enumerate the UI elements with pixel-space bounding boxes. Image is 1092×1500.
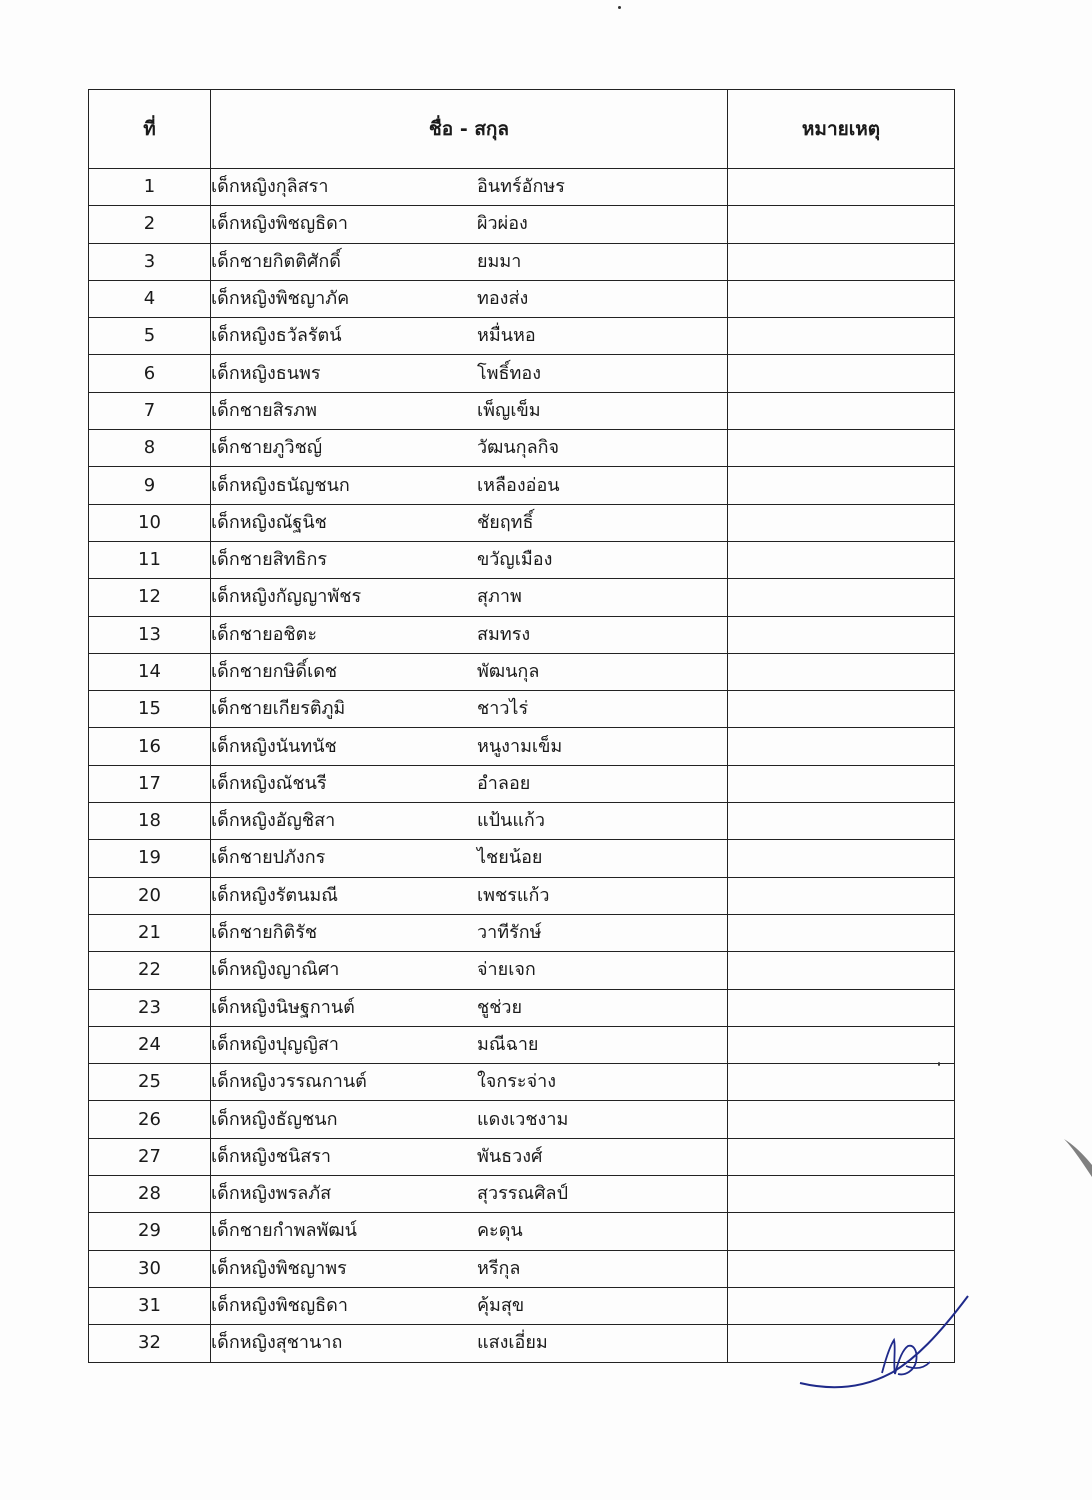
row-note [728, 1026, 955, 1063]
row-note [728, 280, 955, 317]
row-note [728, 467, 955, 504]
row-note [728, 430, 955, 467]
student-first-name: เด็กหญิงชนิสรา [211, 1145, 332, 1167]
table-row [89, 1138, 955, 1175]
student-last-name: ขวัญเมือง [477, 549, 553, 571]
student-last-name: แสงเอี่ยม [477, 1332, 548, 1354]
student-last-name: ใจกระจ่าง [477, 1071, 557, 1093]
student-first-name: เด็กชายกิติรัช [211, 922, 318, 944]
row-number: 22 [89, 952, 211, 989]
table-row [89, 616, 955, 653]
student-roster-table [88, 89, 955, 1363]
header-name: ชื่อ - สกุล [211, 90, 728, 169]
table-row [89, 355, 955, 392]
student-first-name: เด็กชายสิรภพ [211, 399, 317, 421]
row-number: 20 [89, 877, 211, 914]
student-last-name: จ่ายเจก [477, 959, 536, 981]
row-name-cell [211, 728, 728, 765]
student-first-name: เด็กหญิงธัญชนก [211, 1108, 338, 1130]
row-name-cell [211, 318, 728, 355]
row-number: 21 [89, 914, 211, 951]
student-last-name: สุภาพ [477, 586, 522, 608]
table-row [89, 653, 955, 690]
student-last-name: ผิวผ่อง [477, 213, 528, 235]
row-name-cell [211, 616, 728, 653]
row-name-cell [211, 1325, 728, 1362]
student-first-name: เด็กหญิงพิชญาพร [211, 1257, 347, 1279]
signature [798, 1288, 973, 1398]
row-name-cell [211, 765, 728, 802]
row-number: 17 [89, 765, 211, 802]
table-body [89, 169, 955, 1363]
row-name-cell [211, 1138, 728, 1175]
student-first-name: เด็กชายกษิดิ์เดช [211, 661, 338, 682]
row-name-cell [211, 541, 728, 578]
row-note [728, 765, 955, 802]
student-last-name: วัฒนกุลกิจ [477, 437, 560, 459]
student-last-name: เหลืองอ่อน [477, 474, 560, 496]
student-first-name: เด็กหญิงพิชญาภัค [211, 288, 350, 310]
student-last-name: มณีฉาย [477, 1033, 539, 1055]
student-last-name: หนูงามเข็ม [477, 735, 563, 757]
table-header-row [89, 90, 955, 169]
row-name-cell [211, 430, 728, 467]
student-last-name: เพชรแก้ว [477, 884, 550, 906]
row-number: 1 [89, 169, 211, 206]
student-first-name: เด็กหญิงนันทนัช [211, 735, 337, 757]
row-number: 3 [89, 243, 211, 280]
row-number: 13 [89, 616, 211, 653]
row-note [728, 616, 955, 653]
row-note [728, 1250, 955, 1287]
table-row [89, 1101, 955, 1138]
table-row [89, 1026, 955, 1063]
row-number: 25 [89, 1064, 211, 1101]
table-row [89, 1176, 955, 1213]
row-number: 28 [89, 1176, 211, 1213]
row-number: 12 [89, 579, 211, 616]
student-first-name: เด็กชายอชิตะ [211, 623, 317, 645]
row-note [728, 541, 955, 578]
row-name-cell [211, 1250, 728, 1287]
table-row [89, 765, 955, 802]
student-first-name: เด็กหญิงปุญญิสา [211, 1033, 339, 1055]
row-number: 18 [89, 803, 211, 840]
student-first-name: เด็กหญิงรัตนมณี [211, 884, 338, 906]
row-note [728, 952, 955, 989]
scan-edge-mark [1062, 1135, 1092, 1180]
student-first-name: เด็กชายเกียรติภูมิ [211, 698, 346, 720]
row-name-cell [211, 579, 728, 616]
table-row [89, 467, 955, 504]
student-last-name: ทองส่ง [477, 288, 529, 310]
row-name-cell [211, 355, 728, 392]
table-row [89, 728, 955, 765]
student-last-name: พัฒนกุล [477, 661, 540, 682]
table-row [89, 430, 955, 467]
row-note [728, 691, 955, 728]
student-first-name: เด็กหญิงธวัลรัตน์ [211, 325, 342, 347]
row-name-cell [211, 989, 728, 1026]
row-note [728, 392, 955, 429]
row-number: 31 [89, 1287, 211, 1324]
student-first-name: เด็กหญิงกัญญาพัชร [211, 586, 362, 608]
row-note [728, 206, 955, 243]
row-name-cell [211, 1287, 728, 1324]
row-name-cell [211, 914, 728, 951]
student-last-name: หรีกุล [477, 1257, 521, 1279]
row-note [728, 1138, 955, 1175]
student-last-name: ยมมา [477, 250, 522, 272]
student-last-name: แป้นแก้ว [477, 810, 545, 832]
row-number: 19 [89, 840, 211, 877]
row-note [728, 1101, 955, 1138]
table-row [89, 914, 955, 951]
row-number: 23 [89, 989, 211, 1026]
row-note [728, 803, 955, 840]
table-row [89, 989, 955, 1026]
row-note [728, 840, 955, 877]
row-number: 16 [89, 728, 211, 765]
row-name-cell [211, 243, 728, 280]
header-note: หมายเหตุ [728, 90, 955, 169]
student-last-name: พันธวงศ์ [477, 1145, 543, 1167]
row-note [728, 355, 955, 392]
student-last-name: หมื่นหอ [477, 325, 536, 347]
row-name-cell [211, 504, 728, 541]
student-first-name: เด็กหญิงนิษฐกานต์ [211, 996, 355, 1018]
student-first-name: เด็กหญิงวรรณกานต์ [211, 1071, 367, 1093]
row-name-cell [211, 1101, 728, 1138]
row-number: 32 [89, 1325, 211, 1362]
row-note [728, 318, 955, 355]
student-first-name: เด็กหญิงอัญชิสา [211, 810, 336, 832]
row-number: 27 [89, 1138, 211, 1175]
row-note [728, 653, 955, 690]
table-row [89, 280, 955, 317]
student-first-name: เด็กชายสิทธิกร [211, 549, 328, 571]
student-last-name: คะดุน [477, 1220, 523, 1242]
scan-dot [618, 6, 621, 9]
row-name-cell [211, 1176, 728, 1213]
table-row [89, 1213, 955, 1250]
row-note [728, 1064, 955, 1101]
student-first-name: เด็กหญิงณัชนรี [211, 772, 327, 794]
row-name-cell [211, 169, 728, 206]
table-row [89, 1064, 955, 1101]
student-first-name: เด็กหญิงกุลิสรา [211, 176, 329, 198]
row-name-cell [211, 803, 728, 840]
row-name-cell [211, 206, 728, 243]
row-number: 4 [89, 280, 211, 317]
row-number: 24 [89, 1026, 211, 1063]
student-last-name: แดงเวชงาม [477, 1108, 569, 1130]
header-number: ที่ [89, 90, 211, 169]
student-first-name: เด็กหญิงสุชานาถ [211, 1332, 343, 1354]
table-row [89, 1250, 955, 1287]
row-note [728, 1213, 955, 1250]
row-note [728, 504, 955, 541]
student-last-name: อินทร์อักษร [477, 176, 565, 198]
row-number: 26 [89, 1101, 211, 1138]
row-name-cell [211, 392, 728, 429]
row-number: 6 [89, 355, 211, 392]
table-row [89, 392, 955, 429]
row-name-cell [211, 840, 728, 877]
student-last-name: สุวรรณศิลป์ [477, 1183, 569, 1205]
row-name-cell [211, 280, 728, 317]
student-last-name: อำลอย [477, 772, 531, 794]
row-number: 11 [89, 541, 211, 578]
row-name-cell [211, 691, 728, 728]
row-name-cell [211, 467, 728, 504]
table-row [89, 169, 955, 206]
student-last-name: ชัยฤทธิ์ [477, 511, 534, 533]
row-name-cell [211, 1213, 728, 1250]
row-note [728, 989, 955, 1026]
row-number: 2 [89, 206, 211, 243]
table-row [89, 504, 955, 541]
table-row [89, 541, 955, 578]
student-first-name: เด็กหญิงธนัญชนก [211, 474, 350, 496]
student-last-name: คุ้มสุข [477, 1295, 525, 1317]
row-number: 15 [89, 691, 211, 728]
table-row [89, 803, 955, 840]
row-number: 8 [89, 430, 211, 467]
student-first-name: เด็กชายกำพลพัฒน์ [211, 1220, 357, 1242]
row-note [728, 1176, 955, 1213]
table-row [89, 579, 955, 616]
student-last-name: ชาวไร่ [477, 698, 529, 720]
row-name-cell [211, 952, 728, 989]
row-note [728, 728, 955, 765]
student-last-name: ชูช่วย [477, 996, 523, 1018]
row-note [728, 579, 955, 616]
row-name-cell [211, 877, 728, 914]
student-first-name: เด็กหญิงพรลภัส [211, 1183, 332, 1205]
table-row [89, 691, 955, 728]
student-first-name: เด็กหญิงพิชญธิดา [211, 213, 348, 235]
table-row [89, 243, 955, 280]
student-first-name: เด็กหญิงญาณิศา [211, 959, 340, 981]
student-first-name: เด็กชายกิตติศักดิ์ [211, 250, 341, 272]
student-first-name: เด็กชายภูวิชญ์ [211, 437, 323, 459]
student-last-name: เพ็ญเข็ม [477, 399, 541, 421]
student-first-name: เด็กชายปภังกร [211, 847, 326, 869]
row-note [728, 877, 955, 914]
student-last-name: ไชยน้อย [477, 847, 543, 869]
row-note [728, 169, 955, 206]
row-note [728, 243, 955, 280]
row-name-cell [211, 1064, 728, 1101]
student-first-name: เด็กหญิงณัฐนิช [211, 511, 327, 533]
row-number: 29 [89, 1213, 211, 1250]
row-note [728, 914, 955, 951]
row-number: 14 [89, 653, 211, 690]
table-row [89, 206, 955, 243]
row-name-cell [211, 1026, 728, 1063]
table-row [89, 840, 955, 877]
student-last-name: วาทีรักษ์ [477, 922, 542, 944]
row-name-cell [211, 653, 728, 690]
row-number: 5 [89, 318, 211, 355]
row-number: 7 [89, 392, 211, 429]
table-row [89, 318, 955, 355]
scan-dot [938, 1062, 940, 1066]
student-last-name: โพธิ์ทอง [477, 362, 541, 384]
table-row [89, 952, 955, 989]
row-number: 30 [89, 1250, 211, 1287]
student-last-name: สมทรง [477, 623, 531, 645]
student-first-name: เด็กหญิงธนพร [211, 362, 321, 384]
table-row [89, 877, 955, 914]
row-number: 9 [89, 467, 211, 504]
row-number: 10 [89, 504, 211, 541]
student-first-name: เด็กหญิงพิชญธิดา [211, 1295, 348, 1317]
